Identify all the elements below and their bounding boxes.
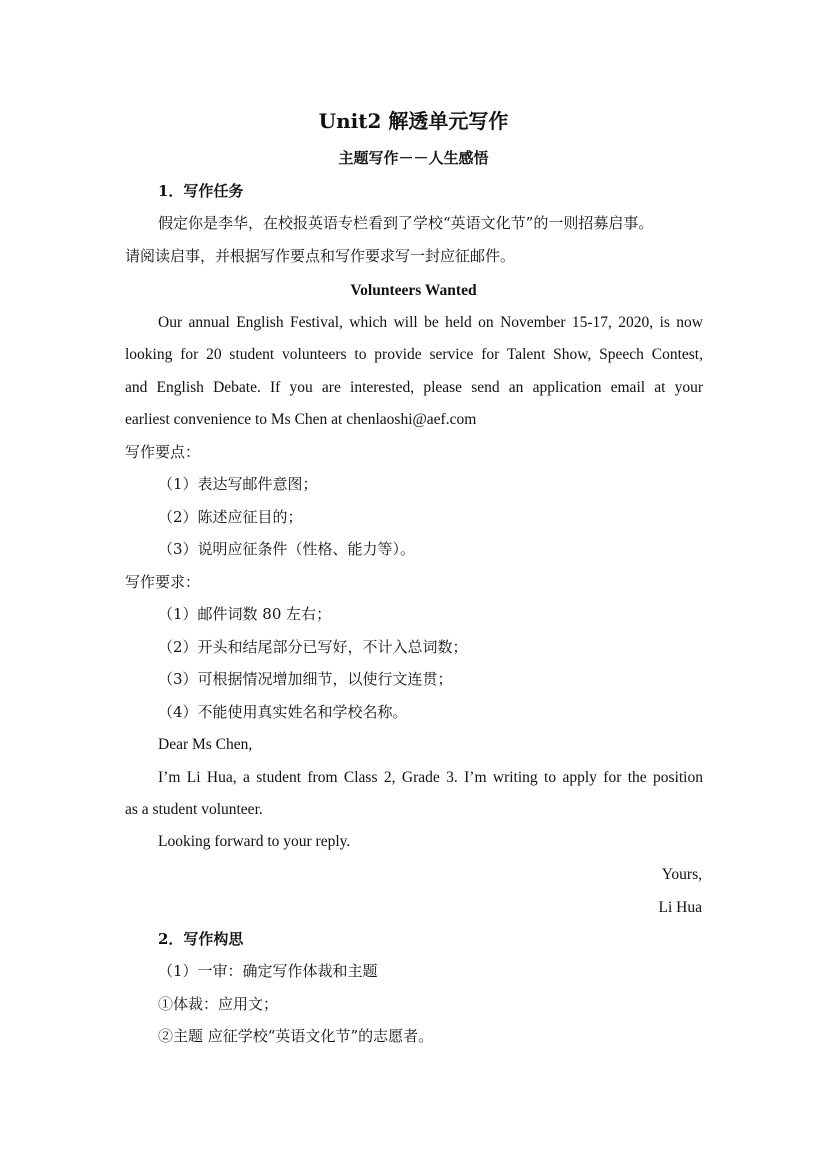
letter-sign-off: Yours, (661, 866, 702, 883)
letter-body-line-2: as a student volunteer. (125, 801, 263, 818)
requirements-label: 写作要求： (125, 573, 201, 591)
section-heading-ideas: 2．写作构思 (158, 930, 244, 948)
requirement-item-1: （1）邮件词数 80 左右； (158, 605, 332, 623)
notice-line-4: earliest convenience to Ms Chen at chenlaoshi@aef.com (125, 411, 477, 428)
idea-step-1: （1）一审：确定写作体裁和主题 (158, 962, 378, 980)
section-heading-task: 1．写作任务 (158, 182, 244, 200)
letter-signature: Li Hua (658, 899, 702, 916)
letter-greeting: Dear Ms Chen, (158, 736, 253, 753)
idea-theme: ②主题 应征学校“英语文化节”的志愿者。 (158, 1027, 434, 1045)
notice-line-3: and English Debate. If you are interested, please send an application email at your (125, 379, 703, 396)
document-subtitle: 主题写作－－人生感悟 (338, 149, 489, 167)
point-item-2: （2）陈述应征目的； (158, 508, 303, 526)
task-text-line-2: 请阅读启事，并根据写作要点和写作要求写一封应征邮件。 (125, 247, 516, 265)
notice-title: Volunteers Wanted (350, 282, 477, 299)
requirement-item-4: （4）不能使用真实姓名和学校名称。 (158, 703, 408, 721)
document-title: Unit2 解透单元写作 (318, 109, 509, 133)
letter-closing-line: Looking forward to your reply. (158, 833, 351, 850)
requirement-item-3: （3）可根据情况增加细节，以使行文连贯； (158, 670, 453, 688)
letter-body-line-1: I’m Li Hua, a student from Class 2, Grade 3. I’m writing to apply for the position (158, 769, 703, 786)
notice-line-1: Our annual English Festival, which will be held on November 15-17, 2020, is now (158, 314, 703, 331)
point-item-3: （3）说明应征条件（性格、能力等）。 (158, 540, 416, 558)
notice-line-2: looking for 20 student volunteers to provide service for Talent Show, Speech Contest, (125, 346, 703, 363)
idea-genre: ①体裁：应用文； (158, 995, 279, 1013)
point-item-1: （1）表达写邮件意图； (158, 475, 318, 493)
task-text-line-1: 假定你是李华，在校报英语专栏看到了学校“英语文化节”的一则招募启事。 (158, 214, 654, 232)
requirement-item-2: （2）开头和结尾部分已写好，不计入总词数； (158, 638, 468, 656)
points-label: 写作要点： (125, 443, 201, 461)
